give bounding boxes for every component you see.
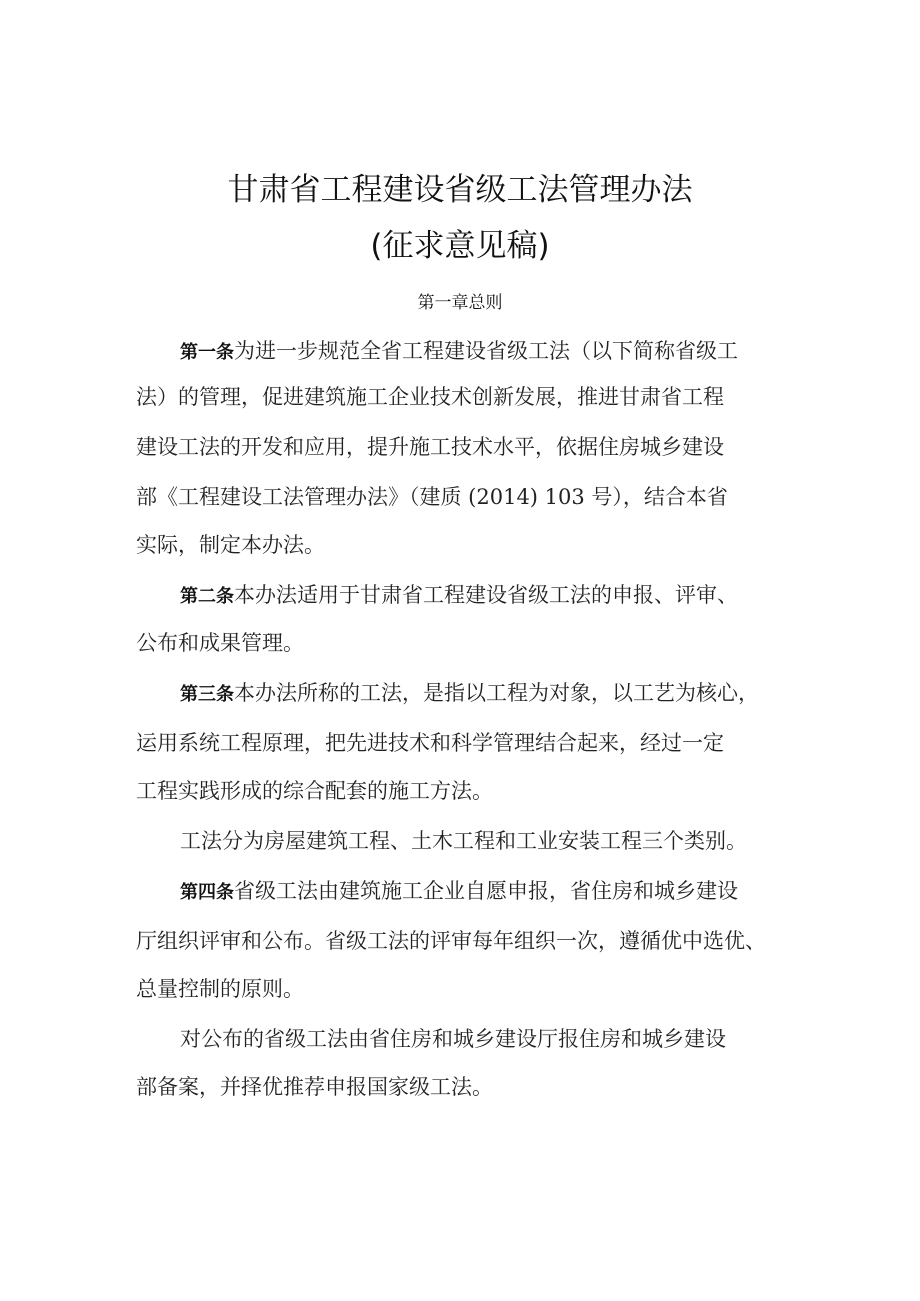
document-subtitle: (征求意见稿) bbox=[370, 228, 550, 264]
paragraph-line: 工法分为房屋建筑工程、土木工程和工业安装工程三个类别。 bbox=[180, 829, 747, 853]
paragraph-line: 运用系统工程原理，把先进技术和科学管理结合起来，经过一定 bbox=[136, 731, 724, 755]
paragraph-line: 公布和成果管理。 bbox=[136, 631, 304, 655]
paragraph-line: 法）的管理，促进建筑施工企业技术创新发展，推进甘肃省工程 bbox=[136, 385, 724, 409]
paragraph-text: 本办法所称的工法，是指以工程为对象，以工艺为核心， bbox=[234, 681, 759, 705]
paragraph-line: 对公布的省级工法由省住房和城乡建设厅报住房和城乡建设 bbox=[180, 1027, 726, 1051]
article-label: 第一条 bbox=[180, 342, 234, 363]
paragraph-line: 部《工程建设工法管理办法》（建质 (2014) 103 号），结合本省 bbox=[136, 485, 728, 509]
article-label: 第四条 bbox=[180, 882, 234, 903]
chapter-heading: 第一章总则 bbox=[417, 293, 503, 313]
article-label: 第二条 bbox=[180, 586, 234, 607]
paragraph-line: 建设工法的开发和应用，提升施工技术水平，依据住房城乡建设 bbox=[136, 435, 724, 459]
paragraph-text: 本办法适用于甘肃省工程建设省级工法的申报、评审、 bbox=[234, 583, 738, 607]
paragraph-line: 厅组织评审和公布。省级工法的评审每年组织一次，遵循优中选优、 bbox=[136, 929, 766, 953]
paragraph-text: 为进一步规范全省工程建设省级工法（以下简称省级工 bbox=[234, 339, 738, 363]
paragraph-line: 部备案，并择优推荐申报国家级工法。 bbox=[136, 1075, 493, 1099]
paragraph-line bbox=[180, 580, 738, 612]
paragraph-line bbox=[180, 876, 738, 908]
paragraph-line: 实际，制定本办法。 bbox=[136, 533, 325, 557]
paragraph-line: 总量控制的原则。 bbox=[136, 977, 304, 1001]
paragraph-line: 工程实践形成的综合配套的施工方法。 bbox=[136, 779, 493, 803]
article-label: 第三条 bbox=[180, 684, 234, 705]
paragraph-line bbox=[180, 336, 738, 368]
paragraph-text: 省级工法由建筑施工企业自愿申报，省住房和城乡建设 bbox=[234, 879, 738, 903]
paragraph-line bbox=[180, 678, 759, 710]
document-title: 甘肃省工程建设省级工法管理办法 bbox=[227, 172, 693, 208]
